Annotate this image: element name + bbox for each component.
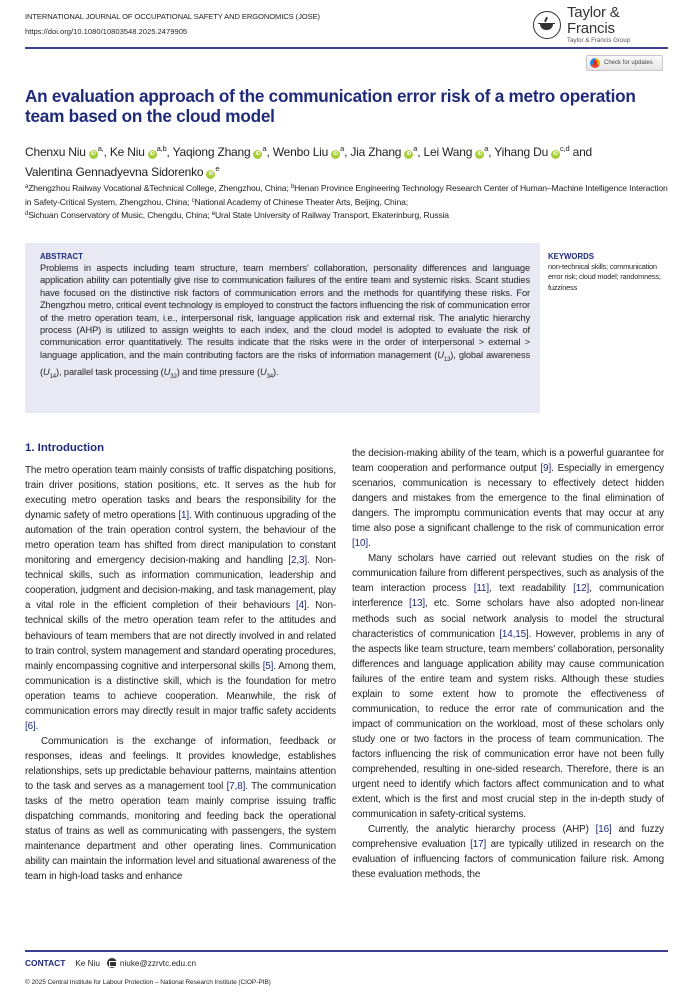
citation-link[interactable]: [17] [470, 839, 487, 851]
affiliation-mark: b [290, 184, 295, 190]
affiliation-mark: d [25, 211, 29, 217]
affiliation-mark: a [340, 144, 345, 153]
author-name[interactable]: Yihang Du [494, 145, 549, 159]
orcid-icon[interactable]: iD [475, 150, 484, 159]
header-divider [25, 47, 668, 49]
contact-label: CONTACT [25, 958, 66, 968]
citation-link[interactable]: [9] [540, 463, 552, 475]
authors-connector: and [572, 145, 593, 159]
orcid-icon[interactable]: iD [331, 150, 340, 159]
article-title: An evaluation approach of the communication error risk of a metro operation team based on the cloud model [25, 86, 636, 126]
email-icon [107, 958, 117, 968]
citation-link[interactable]: [6] [25, 720, 36, 732]
author-list: Chenxu Niu $iD^{a,}$, Ke Niu iD$^{a,b}$, Yaqiong Zhang $iD^a$, Wenbo Liu $iD^a$, Jia Zhang $iD^a$, Lei Wang $iD^a$, Yihang Du iD$^{c,d}$ and Valentina Gennadyevna Sidorenko $iD^e$ [25, 144, 593, 179]
affiliation-mark: a, [97, 144, 104, 153]
section-heading-introduction: 1. Introduction [25, 442, 105, 454]
citation-link[interactable]: [11] [473, 583, 490, 595]
citation-link[interactable]: [7,8] [226, 780, 246, 792]
paragraph: the decision-making ability of the team, which is a powerful guarantee for team cooperation and performance output [9]. Especially in emergency scenarios, communication is necessary to effectively detect hidden dangers and mistakes from the emergence to the final elimination of dangers. The impromptu communication events that may occur at any time also pose a significant challenge to the risk of communication error [10]. [352, 448, 664, 550]
affiliation-text: Ural State University of Railway Transport, Ekaterinburg, Russia [214, 210, 449, 220]
affiliation-mark: a [262, 144, 267, 153]
author-name[interactable]: Jia Zhang [350, 145, 402, 159]
abstract-text: Problems in aspects including team structure, team members’ collaboration, personality differences and language application ability can potentially give rise to communication failures of the entire team and systemic risks. Scant studies have focused on the distinctive risk factors of communication errors and the methods for quantifying these risks. For Zhengzhou metro, critical event technology is employed to construct the factors influencing the risk of communication error of the metro operation team, i.e., interpersonal risk, language application risk and external risk. The analytic hierarchy process (AHP) is utilized to assign weights to each index, and the cloud model is adopted to evaluate the risk of communication error quantitatively. The results indicate that the risks were in the order of interpersonal > external > language application, and the main contributing factors are the risks of information management $(U_{13})$, global awareness $(U_{14})$, parallel task processing $(U_{32})$ and time pressure $(U_{34})$. [40, 263, 531, 380]
check-for-updates-button[interactable] [586, 55, 663, 71]
doi-link[interactable]: https://doi.org/10.1080/10803548.2025.2479905 [25, 27, 188, 36]
author-name[interactable]: Wenbo Liu [272, 145, 329, 159]
affiliation-mark: c [191, 197, 195, 204]
citation-link[interactable]: [5] [262, 660, 274, 672]
affiliation-mark: a [25, 184, 29, 190]
keywords-list: non-technical skills; communication error risk; cloud model; randomness; fuzziness [548, 262, 661, 292]
citation-link[interactable]: [4] [295, 600, 307, 612]
citation-link[interactable]: [10] [352, 538, 368, 550]
author-name[interactable]: Ke Niu [109, 145, 145, 159]
affiliation-text: Henan Province Engineering Technology Research Center of Human–Machine Intelligence Interaction in Safety-Critical System, Zhengzhou, China; [25, 183, 668, 207]
citation-link[interactable]: [1] [178, 510, 190, 522]
copyright-notice: © 2025 Central Institute for Labour Protection – National Research Institute (CIOP-PIB) [25, 979, 271, 986]
journal-name: INTERNATIONAL JOURNAL OF OCCUPATIONAL SAFETY AND ERGONOMICS (JOSE) [25, 12, 320, 21]
citation-link[interactable]: [14,15] [499, 628, 529, 640]
citation-link[interactable]: [13] [408, 598, 425, 610]
body-column-right [352, 446, 664, 882]
orcid-icon[interactable]: iD [89, 150, 98, 159]
affiliation-mark: c,d [560, 144, 570, 153]
paragraph: Currently, the analytic hierarchy process (AHP) [16] and fuzzy comprehensive evaluation [17] are typically utilized in research on the evaluation of influencing factors of communication failure risk. Among these evaluation methods, the [352, 824, 664, 881]
publisher-logo[interactable] [533, 4, 669, 44]
taylor-francis-lamp-icon [533, 11, 561, 39]
citation-link[interactable]: [2,3] [288, 555, 308, 567]
contact-email-link[interactable]: niuke@zzrvtc.edu.cn [119, 958, 197, 968]
orcid-icon[interactable]: iD [551, 150, 560, 159]
affiliation-mark: a [413, 144, 418, 153]
check-for-updates-label: Check for updates [604, 60, 653, 66]
author-name[interactable]: Chenxu Niu [25, 145, 86, 159]
paragraph: The metro operation team mainly consists of traffic dispatching positions, train driver positions, station positions, etc. It serves as the hub for executing metro operation tasks and bears the responsibility for the dynamic safety of metro operations [1]. With continuous upgrading of the automation of the train operation control system, the behaviour of the metro operation team has shifted from direct manipulation to constant monitoring and emergency decision-making and handling [2,3]. Non-technical skills, such as information communication, leadership and cooperation, judgment and decision-making, and task management, play a vital role in the efficient completion of their behaviours [4]. Non-technical skills of the metro operation team refer to the attitudes and behaviours of team members that are not directly involved in and related to train control, system management and standard operating procedures, mainly encompassing cognitive and interpersonal skills [5]. Among them, communication is a distinctive skill, which is the foundation for metro operation teams to achieve cooperation. Meanwhile, the risk of communication errors may directly result in major traffic safety accidents [6]. [25, 465, 337, 732]
affiliation-text: Zhengzhou Railway Vocational &Technical College, Zhengzhou, China; [28, 183, 289, 193]
crossmark-icon [590, 58, 600, 68]
affiliation-text: National Academy of Chinese Theater Arts, Beijing, China; [194, 196, 408, 207]
paragraph: Many scholars have carried out relevant studies on the risk of communication failure from different perspectives, such as analysis of the team interaction process [11], text readability [12], communication interference [13], etc. Some scholars have also adopted non-linear methods such as social network analysis to model the structural characteristics of communication [14,15]. However, problems in any of the aspects like team structure, team members’ collaboration, personality differences and language application ability may cause communication failures of the entire team and system risks. Although these studies explain to some extent how to promote the effectiveness of communication, to reduce the error rate of communication and the impact of communication on the workload, most of these scholars only study one or two factors in the process of team communication. The factors influencing the risk of communication error have not been fully comprehended, resulting in one-sided research. Therefore, there is an urgent need to identify which factors affect communication and to what extent, which is the first and most crucial step in the in-depth study of communication in safety-critical systems. [352, 553, 665, 821]
footer-divider [25, 950, 668, 952]
publisher-group: Taylor & Francis Group [567, 37, 631, 44]
affiliation-mark: e [211, 211, 215, 217]
affiliation-text: Sichuan Conservatory of Music, Chengdu, China; [28, 210, 210, 220]
citation-link[interactable]: [12] [573, 583, 590, 595]
author-name[interactable]: Lei Wang [423, 145, 473, 159]
contact-name: Ke Niu [75, 958, 100, 968]
publisher-name: Taylor & Francis [567, 4, 620, 37]
affiliations [25, 182, 675, 223]
orcid-icon[interactable]: iD [148, 150, 157, 159]
affiliation-mark: a,b [156, 144, 167, 153]
paragraph: Communication is the exchange of information, feedback or responses, ideas and feelings. It provides knowledge, establishes relationships, sets up predictable behaviour patterns, maintains attention to the task and serves as a management tool [7,8]. The communication tasks of the metro operation team mainly comprise issuing traffic dispatching commands, monitoring and feeding back the operational status of trains as well as communicating with passengers, the system maintenance department and other operating lines. Communication ability can maintain the information level and situational awareness of the team in high-load tasks and enhance [25, 735, 337, 883]
contact-line [25, 958, 196, 968]
citation-link[interactable]: [16] [595, 824, 612, 836]
body-column-left [25, 463, 336, 884]
affiliation-mark: e [215, 164, 220, 173]
affiliation-mark: a [484, 144, 489, 153]
author-name[interactable]: Yaqiong Zhang [172, 145, 251, 159]
orcid-icon[interactable]: iD [404, 150, 413, 159]
orcid-icon[interactable]: iD [206, 170, 215, 179]
orcid-icon[interactable]: iD [253, 150, 262, 159]
keywords-heading: KEYWORDS [548, 252, 594, 261]
author-name[interactable]: Valentina Gennadyevna Sidorenko [25, 165, 204, 179]
abstract-heading: ABSTRACT [40, 252, 83, 261]
